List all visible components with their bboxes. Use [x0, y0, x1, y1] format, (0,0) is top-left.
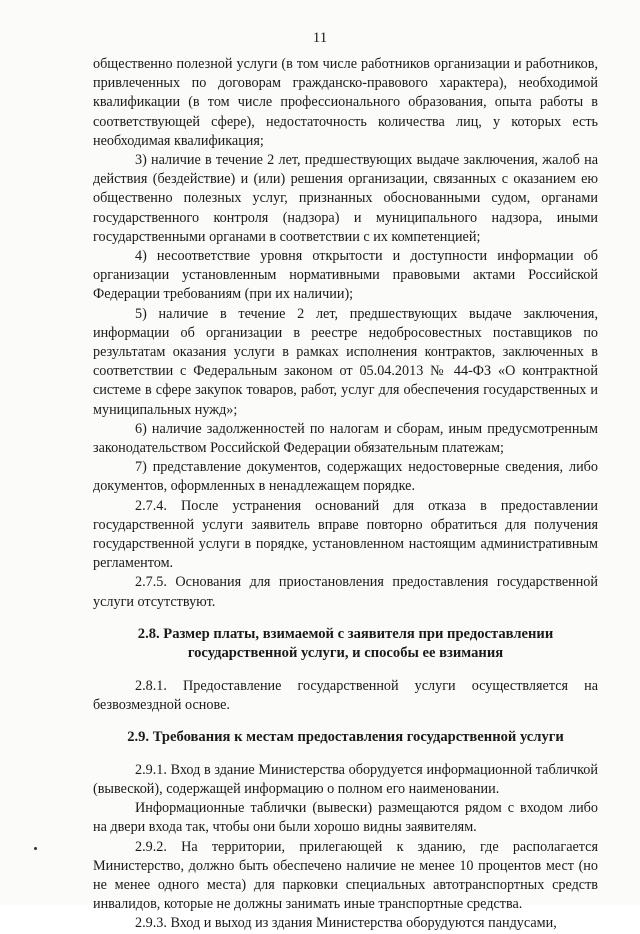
- paragraph-signage: Информационные таблички (вывески) размещаются рядом с входом либо на двери входа так, чтобы они были хорошо видны заявителям.: [93, 800, 598, 836]
- page-number: 11: [312, 30, 328, 46]
- paragraph-2-9-3: 2.9.3. Вход и выход из здания Министерства оборудуются пандусами,: [135, 915, 557, 932]
- paragraph-item-6: 6) наличие задолженностей по налогам и сборам, иным предусмотренным законодательством Российской Федерации обязательным платежам;: [93, 420, 598, 457]
- paragraph-item-4: 4) несоответствие уровня открытости и доступности информации об организации установленным нормативными правовыми актами Российской Федерации требованиям (при их наличии);: [93, 248, 598, 303]
- paragraph-2-9-1: 2.9.1. Вход в здание Министерства оборудуется информационной табличкой (вывеской), содержащей информацию о полном его наименовании.: [93, 761, 598, 797]
- paragraph-item-3: 3) наличие в течение 2 лет, предшествующих выдаче заключения, жалоб на действия (бездействие) и (или) решения организации, связанных с оказанием ею общественно полезных услуг, признанных обоснованными судом, органами государственного контроля (надзора) и муниципального надзора, иными государственными органами в соответствии с их компетенцией;: [93, 152, 598, 245]
- paragraph-2-8-1: 2.8.1. Предоставление государственной услуги осуществляется на безвозмездной основе.: [93, 677, 598, 714]
- paragraph-item-7: 7) представление документов, содержащих недостоверные сведения, либо документов, оформленных в ненадлежащем порядке.: [93, 459, 598, 495]
- document-body: [93, 55, 598, 934]
- paragraph-2-9-2: 2.9.2. На территории, прилегающей к зданию, где располагается Министерство, должно быть обеспечено наличие не менее 10 процентов мест (но не менее одного места) для парковки специальных автотранспортных средств инвалидов, которые не должны занимать иные транспортные средства.: [93, 838, 598, 913]
- paragraph-item-5: 5) наличие в течение 2 лет, предшествующих выдаче заключения, информации об организации в реестре недобросовестных поставщиков по результатам оказания услуги в рамках исполнения контрактов, заключенных в соответствии с Федеральным законом от 05.04.2013 № 44-ФЗ «О контрактной системе в сфере закупок товаров, работ, услуг для обеспечения государственных и муниципальных нужд»;: [93, 305, 598, 418]
- section-heading-2-8-line1: 2.8. Размер платы, взимаемой с заявителя при предоставлении: [137, 625, 554, 642]
- paragraph-continuation: общественно полезной услуги (в том числе работников организации и работников, привлеченных по договорам гражданско-правового характера), необходимой квалификации (в том числе профессионального образования, опыта работы в соответствующей сфере), недостаточность количества лиц, у которых есть необходимая квалификация;: [93, 56, 598, 149]
- paragraph-2-7-5: 2.7.5. Основания для приостановления предоставления государственной услуги отсутствуют.: [93, 574, 598, 610]
- scan-speck: [34, 847, 37, 850]
- section-heading-2-8-line2: государственной услуги, и способы ее взимания: [187, 645, 504, 662]
- paragraph-2-7-4: 2.7.4. После устранения оснований для отказа в предоставлении государственной услуги заявитель вправе повторно обратиться для получения государственной услуги в порядке, установленном настоящим административным регламентом.: [93, 497, 598, 572]
- section-heading-2-9: 2.9. Требования к местам предоставления государственной услуги: [127, 729, 564, 746]
